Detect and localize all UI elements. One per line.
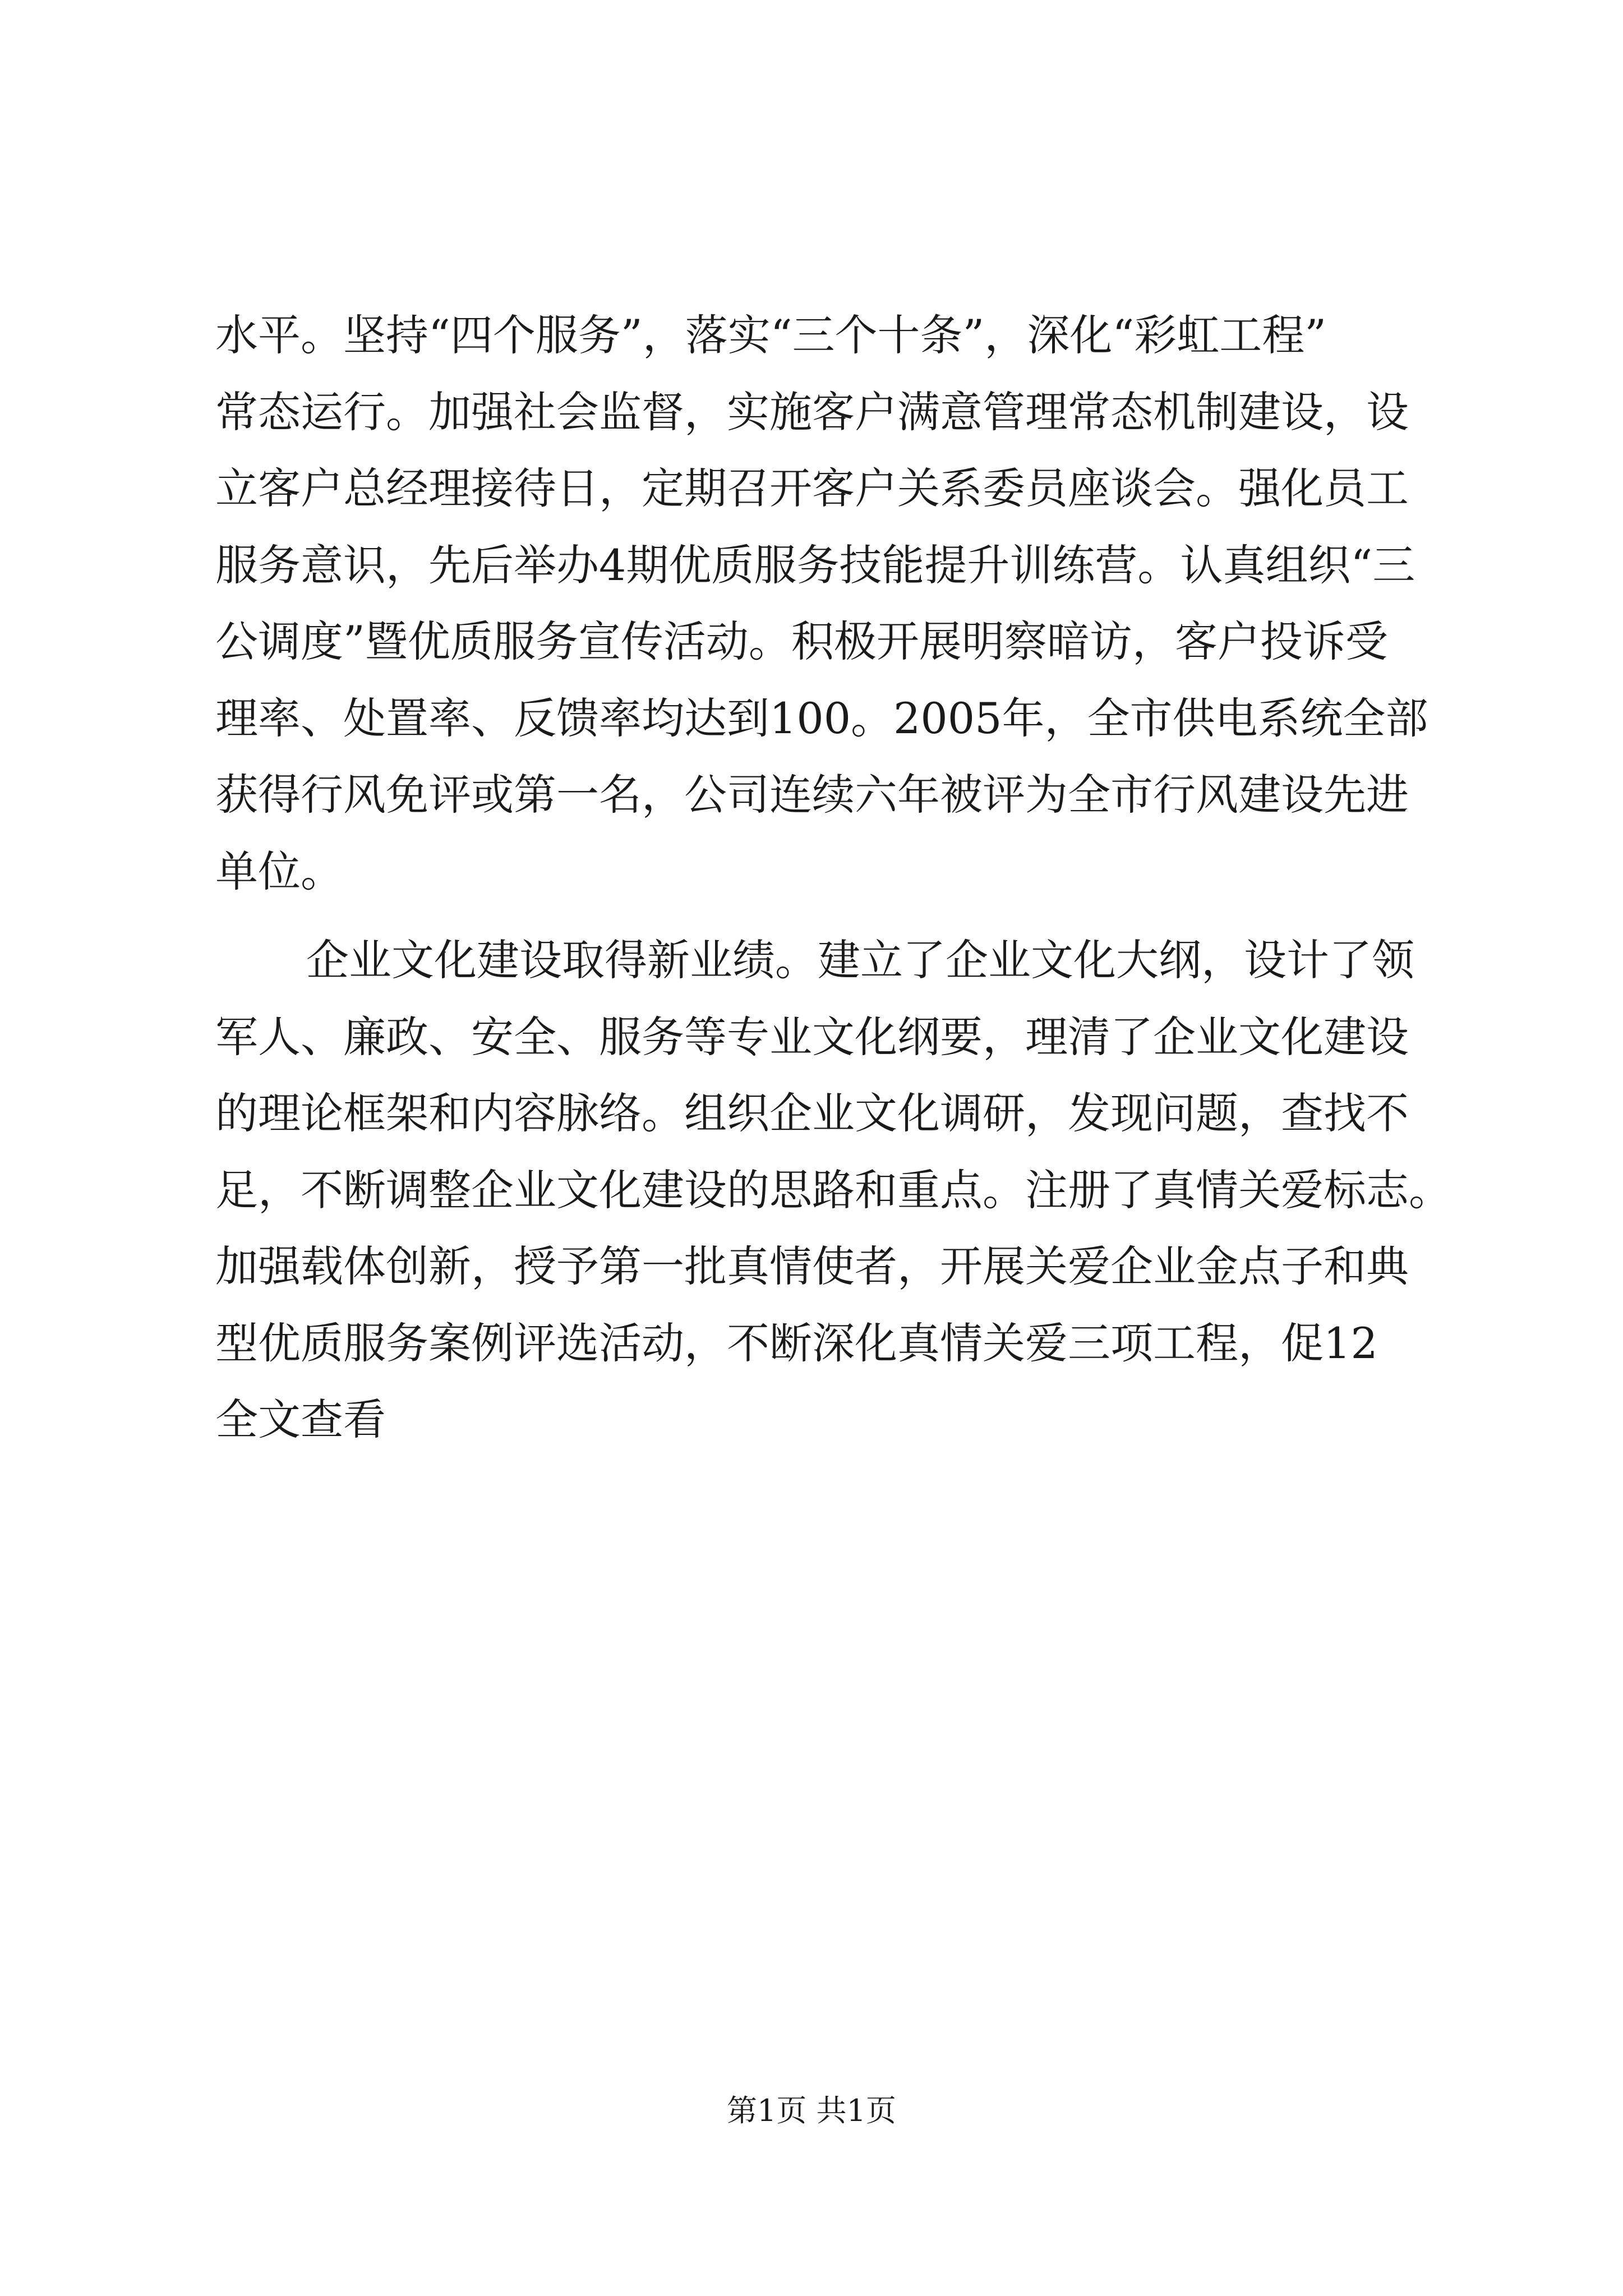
paragraph-2-line-2: 军人、廉政、安全、服务等专业文化纲要，理清了企业文化建设 (215, 1011, 1409, 1062)
paragraph-2-line-1: 企业文化建设取得新业绩。建立了企业文化大纲，设计了领 (306, 935, 1414, 985)
paragraph-2-line-5: 加强载体创新，授予第一批真情使者，开展关爱企业金点子和典 (215, 1241, 1409, 1291)
paragraph-2-line-3: 的理论框架和内容脉络。组织企业文化调研，发现问题，查找不 (215, 1088, 1409, 1138)
paragraph-gap (215, 910, 1427, 922)
paragraph-1-line-2: 常态运行。加强社会监督，实施客户满意管理常态机制建设，设 (215, 386, 1409, 437)
page-number-footer: 第1页 共1页 (727, 2093, 896, 2128)
paragraph-1-line-4: 服务意识，先后举办4期优质服务技能提升训练营。认真组织“三 (215, 540, 1415, 590)
paragraph-1-line-8: 单位。 (215, 846, 343, 896)
read-full-text-link[interactable]: 全文查看 (215, 1395, 386, 1444)
paragraph-2-line-6: 型优质服务案例评选活动，不断深化真情关爱三项工程，促12 (215, 1318, 1378, 1368)
paragraph-1-line-3: 立客户总经理接待日，定期召开客户关系委员座谈会。强化员工 (215, 463, 1409, 513)
paragraph-1-line-1: 水平。坚持“四个服务”，落实“三个十条”，深化“彩虹工程” (215, 310, 1327, 360)
paragraph-1-line-6: 理率、处置率、反馈率均达到100。2005年，全市供电系统全部 (215, 693, 1428, 743)
paragraph-1-line-7: 获得行风免评或第一名，公司连续六年被评为全市行风建设先进 (215, 770, 1409, 820)
paragraph-2-line-4: 足，不断调整企业文化建设的思路和重点。注册了真情关爱标志。 (215, 1165, 1451, 1215)
paragraph-1-line-5: 公调度”暨优质服务宣传活动。积极开展明察暗访，客户投诉受 (215, 616, 1388, 666)
document-body (215, 297, 1451, 1458)
